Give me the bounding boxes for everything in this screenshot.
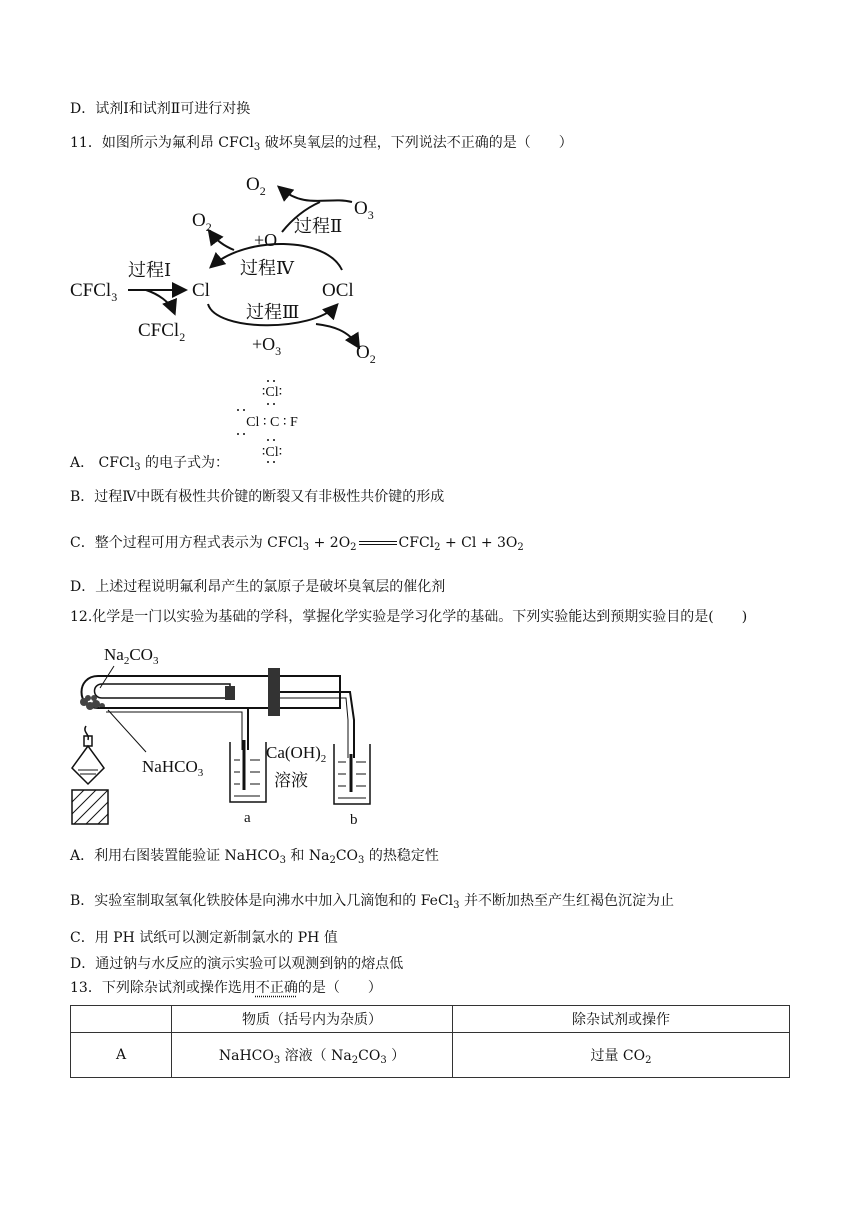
svg-text:∶Cl∶: ∶Cl∶	[261, 445, 283, 460]
q12-stem: 12.化学是一门以实验为基础的学科，掌握化学实验是学习化学的基础。下列实验能达到预期实验目的是( )	[70, 609, 748, 625]
q12-option-d: D．通过钠与水反应的演示实验可以观测到钠的熔点低	[70, 956, 404, 972]
cfcl3-lewis-structure	[232, 378, 312, 466]
svg-text:∶Cl∶: ∶Cl∶	[261, 385, 283, 400]
beaker-a-label: a	[244, 810, 251, 826]
beaker-b-label: b	[350, 812, 358, 828]
caoh2-label: $Ca(OH)_2$	[266, 743, 327, 765]
process4-label: 过程Ⅳ	[240, 258, 294, 278]
ozone-cycle-diagram	[66, 166, 390, 368]
o2-release-arrow-left	[210, 232, 234, 250]
q13-stem: 13．下列除杂试剂或操作选用不正确的是（ ）	[70, 980, 382, 996]
emphasis-not-correct: 不正确	[255, 980, 298, 996]
table-header-row	[71, 1006, 790, 1033]
plus-o3-label: $+O_3$	[252, 334, 282, 358]
o3-top-label: $O_3$	[354, 198, 374, 222]
cfcl3-label: CFCl$_3$	[70, 280, 118, 304]
o2-right-label: $O_2$	[356, 342, 376, 366]
table-row	[71, 1033, 790, 1078]
q11-option-c: C．整个过程可用方程式表示为 CFCl$_3$ + $2O_2$ CFCl$_2$ + $Cl + 3O_2$	[70, 535, 524, 553]
solution-label: 溶液	[274, 771, 308, 790]
na2co3-label: $Na_2CO_3$	[104, 645, 159, 667]
q11-option-b: B．过程Ⅳ中既有极性共价键的断裂又有非极性共价键的形成	[70, 489, 445, 505]
o2-release-arrow-right	[316, 324, 358, 346]
row-label: A	[71, 1033, 172, 1078]
q11-stem: 11．如图所示为氟利昂 CFCl$_3$ 破坏臭氧层的过程，下列说法不正确的是（ ）	[70, 135, 573, 153]
thermal-stability-apparatus	[70, 640, 380, 830]
q12-option-c: C．用 PH 试纸可以测定新制氯水的 PH 值	[70, 930, 338, 946]
q11-option-a: A． CFCl$_3$ 的电子式为：	[70, 455, 230, 473]
o2-top-label: $O_2$	[246, 174, 266, 198]
reagent-cell: 过量 $CO_2$	[453, 1033, 790, 1078]
table-header-cell: 除杂试剂或操作	[453, 1006, 790, 1033]
q12-option-a: A．利用右图装置能验证 NaHCO$_3$ 和 $Na_2CO_3$ 的热稳定性	[70, 848, 439, 866]
table-header-cell	[71, 1006, 172, 1033]
cfcl2-branch-arrow	[146, 290, 174, 312]
q10-option-d: D．试剂Ⅰ和试剂Ⅱ可进行对换	[70, 101, 251, 117]
equation-equals-sign	[359, 541, 397, 545]
q12-option-b: B．实验室制取氢氧化铁胶体是向沸水中加入几滴饱和的 FeCl$_3$ 并不断加热至产生红褐色沉淀为止	[70, 893, 674, 911]
q11-option-d: D．上述过程说明氟利昂产生的氯原子是破坏臭氧层的催化剂	[70, 579, 446, 595]
svg-text:Cl ∶ C ∶ F: Cl ∶ C ∶ F	[246, 415, 298, 430]
plus-o-label: +O	[254, 230, 278, 250]
substance-cell: NaHCO$_3$ 溶液（ $Na_2CO_3$ ）	[172, 1033, 453, 1078]
process2-arrow	[280, 188, 352, 202]
process1-label: 过程Ⅰ	[128, 260, 172, 280]
table-header-cell: 物质（括号内为杂质）	[172, 1006, 453, 1033]
o2-left-label: $O_2$	[192, 210, 212, 234]
process3-label: 过程Ⅲ	[246, 302, 300, 322]
ocl-label: OCl	[322, 280, 354, 301]
process2-label: 过程Ⅱ	[294, 216, 343, 236]
cfcl2-label: CFCl$_2$	[138, 320, 186, 344]
impurity-removal-table	[70, 1005, 790, 1078]
nahco3-label: NaHCO$_3$	[142, 757, 204, 779]
cl-label: Cl	[192, 280, 210, 301]
